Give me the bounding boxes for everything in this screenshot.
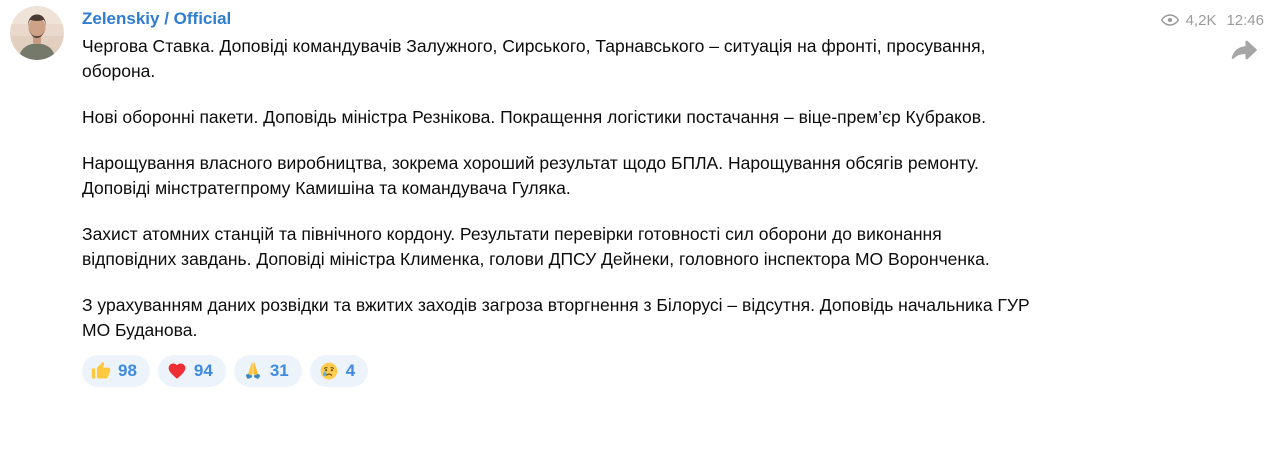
share-button[interactable] (1228, 36, 1260, 64)
crying-face-icon (319, 361, 339, 381)
avatar[interactable] (10, 6, 64, 60)
reaction-heart[interactable] (158, 355, 226, 387)
message-paragraph: Захист атомних станцій та північного кордону. Результати перевірки готовності сил оборони до виконання відповідних завдань. Доповіді міністра Клименка, голови ДПСУ Дейнеки, головного інспектора МО Воронченка. (82, 224, 990, 269)
views-count: 4,2K (1185, 11, 1217, 29)
reaction-crying[interactable] (310, 355, 368, 387)
red-heart-icon (167, 361, 187, 381)
message-paragraph: Нарощування власного виробництва, зокрема хороший результат щодо БПЛА. Нарощування обсягів ремонту. Доповіді мінстратегпрому Камишіна та командувача Гуляка. (82, 153, 979, 198)
reaction-thumbs-up[interactable] (82, 355, 150, 387)
message-paragraph: Чергова Ставка. Доповіді командувачів Залужного, Сирського, Тарнавського – ситуація на фронті, просування, оборона. (82, 36, 986, 81)
post-time: 12:46 (1226, 11, 1264, 29)
forward-arrow-icon (1228, 36, 1260, 64)
message-content (82, 8, 1034, 387)
post-meta (1160, 10, 1264, 30)
message-paragraph: З урахуванням даних розвідки та вжитих заходів загроза вторгнення з Білорусі – відсутня. Доповідь начальника ГУР МО Буданова. (82, 295, 1030, 340)
reaction-count: 31 (269, 361, 289, 380)
reaction-count: 98 (118, 361, 137, 380)
reaction-pray[interactable] (234, 355, 302, 387)
reaction-count: 94 (193, 361, 213, 380)
views-eye-icon (1160, 10, 1180, 30)
thumbs-up-icon (91, 361, 111, 381)
reactions-row (82, 355, 1034, 387)
message-paragraph: Нові оборонні пакети. Доповідь міністра Резнікова. Покращення логістики постачання – віце-прем’єр Кубраков. (82, 107, 986, 127)
folded-hands-icon (243, 361, 263, 381)
message-text (82, 34, 1034, 343)
channel-name[interactable]: Zelenskiy / Official (82, 9, 232, 28)
avatar-photo (10, 6, 64, 60)
reaction-count: 4 (345, 361, 356, 380)
